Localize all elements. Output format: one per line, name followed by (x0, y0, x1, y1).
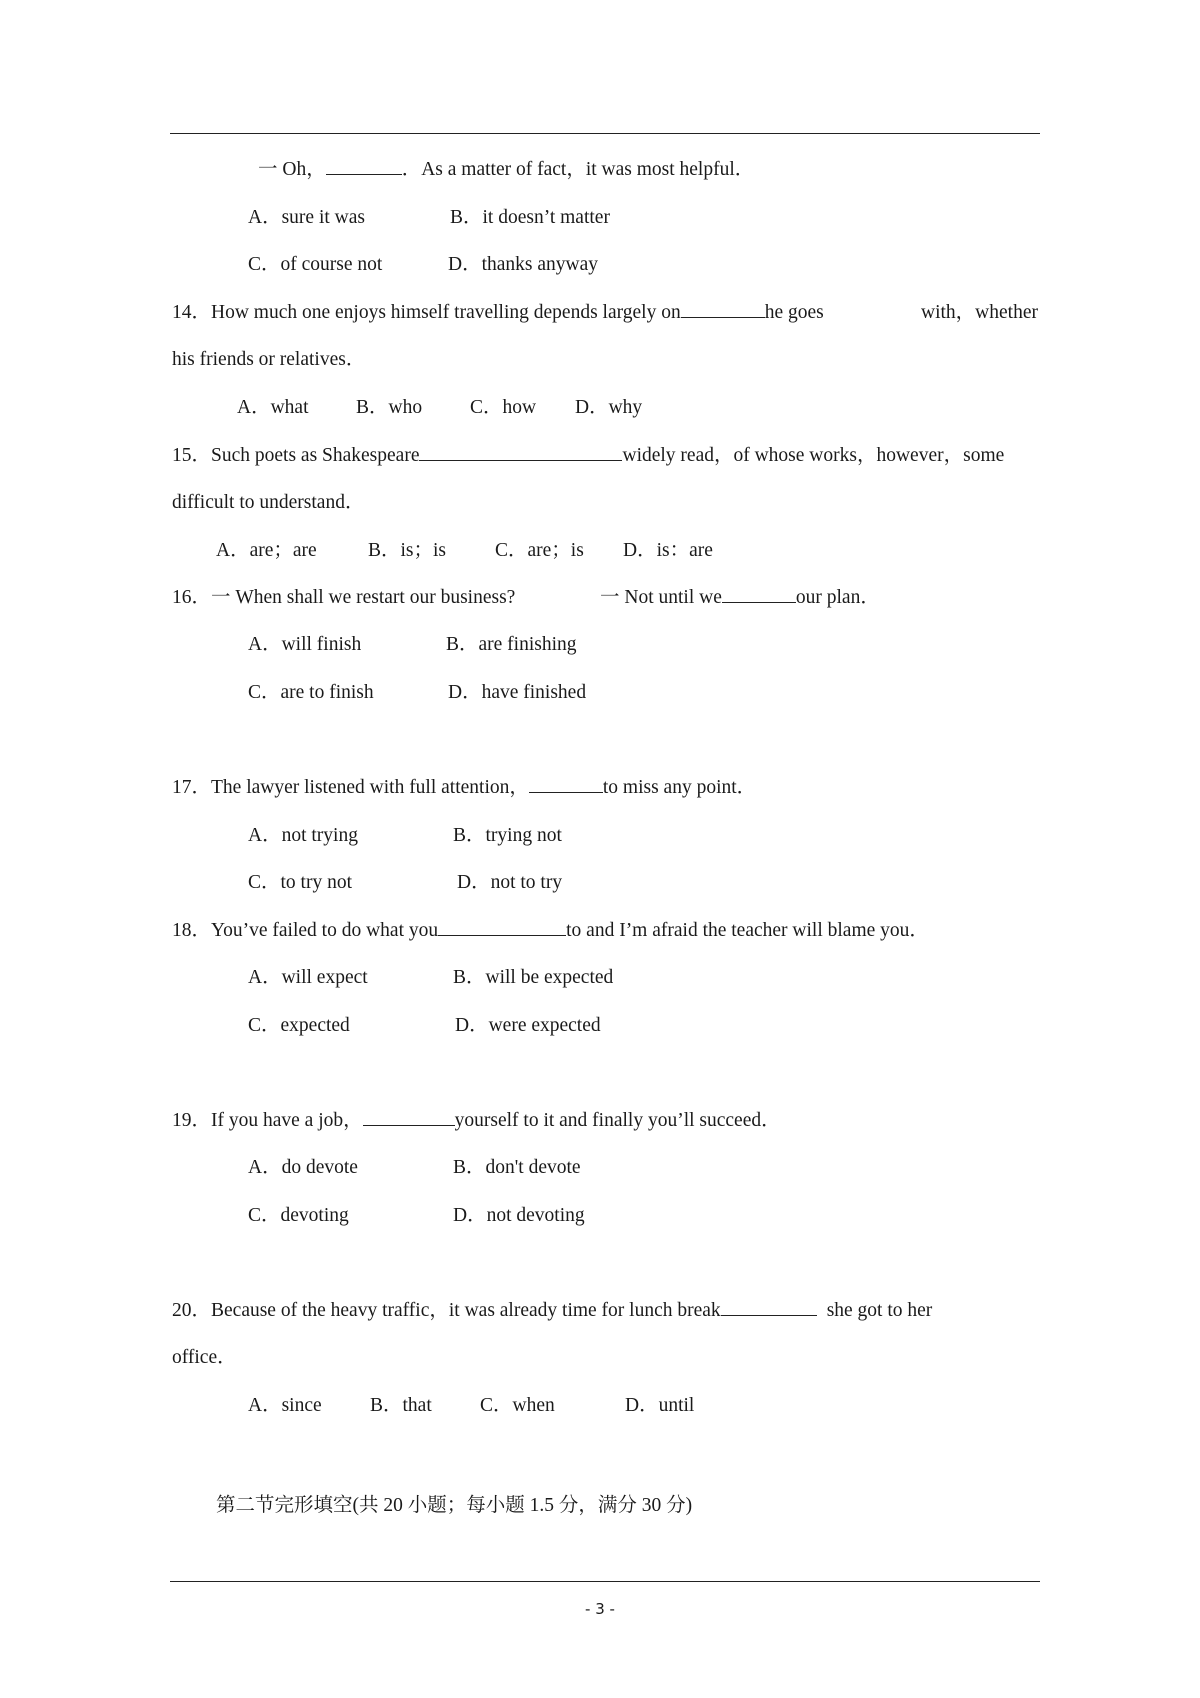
section2-title: 第二节完形填空(共 20 小题；每小题 1.5 分，满分 30 分) (216, 1495, 693, 1516)
q15-option-a: A．are；are (216, 540, 317, 561)
q17-option-a: A．not trying (248, 825, 358, 846)
q13-option-c: C．of course not (248, 254, 383, 275)
page-number: - 3 - (585, 1600, 615, 1618)
footer-rule (170, 1581, 1040, 1582)
q18-stem-b: to and I’m afraid the teacher will blame you． (566, 920, 929, 941)
q14-stem-b: he goes (764, 302, 824, 323)
q20-stem-a: 20．Because of the heavy traffic，it was already time for lunch break (172, 1300, 721, 1321)
q16-option-d: D．have finished (448, 682, 587, 703)
header-rule (170, 133, 1040, 134)
q20-stem-b: she got to her (826, 1300, 933, 1321)
q16-option-a: A．will finish (248, 634, 362, 655)
q14-option-b: B．who (356, 397, 423, 418)
q14-option-d: D．why (575, 397, 643, 418)
q13-option-a: A．sure it was (248, 207, 365, 228)
q18-blank (438, 919, 566, 936)
q13-stem-a: 一 Oh， (258, 159, 326, 180)
q20-option-b: B．that (370, 1395, 432, 1416)
q16-stem-c: our plan． (795, 587, 880, 608)
q13-option-b: B．it doesn’t matter (450, 207, 610, 228)
q18-stem-a: 18．You’ve failed to do what you (172, 920, 439, 941)
q16-option-b: B．are finishing (446, 634, 577, 655)
q17-option-d: D．not to try (457, 872, 563, 893)
q15-option-c: C．are；is (495, 540, 584, 561)
q16-stem-b: 一 Not until we (600, 587, 722, 608)
q14-stem (172, 301, 1038, 325)
q13-stem (258, 158, 754, 182)
q20-option-a: A．since (248, 1395, 322, 1416)
q14-option-a: A．what (237, 397, 309, 418)
q16-blank (722, 586, 796, 603)
q19-blank (363, 1109, 455, 1126)
q14-blank (681, 301, 765, 318)
q19-option-a: A．do devote (248, 1157, 358, 1178)
q19-option-c: C．devoting (248, 1205, 349, 1226)
q19-stem (172, 1109, 781, 1133)
q20-option-d: D．until (625, 1395, 695, 1416)
q17-stem-b: to miss any point． (602, 777, 757, 798)
q17-stem (172, 776, 756, 800)
q15-option-b: B．is；is (368, 540, 447, 561)
q14-option-c: C．how (470, 397, 537, 418)
q16-stem-a: 16．一 When shall we restart our business? (172, 587, 516, 608)
q15-stem-b: widely read，of whose works，however，some (622, 445, 1005, 466)
q18-option-a: A．will expect (248, 967, 368, 988)
q16-option-c: C．are to finish (248, 682, 374, 703)
q20-option-c: C．when (480, 1395, 555, 1416)
q15-stem (172, 444, 1004, 468)
q15-blank (419, 444, 622, 461)
q17-stem-a: 17．The lawyer listened with full attention， (172, 777, 529, 798)
q14-stem-c: with，whether (921, 302, 1038, 323)
q13-stem-b: ．As a matter of fact，it was most helpful． (401, 159, 755, 180)
q17-blank (529, 776, 603, 793)
q13-blank (326, 158, 402, 175)
q18-option-d: D．were expected (455, 1015, 601, 1036)
q18-option-c: C．expected (248, 1015, 350, 1036)
q13-option-d: D．thanks anyway (448, 254, 599, 275)
q19-option-d: D．not devoting (453, 1205, 585, 1226)
q20-stem (172, 1299, 932, 1323)
q15-stem-a: 15．Such poets as Shakespeare (172, 445, 420, 466)
q18-stem (172, 919, 929, 943)
q19-stem-a: 19．If you have a job， (172, 1110, 363, 1131)
q19-stem-b: yourself to it and finally you’ll succeed． (454, 1110, 781, 1131)
q15-option-d: D．is：are (623, 540, 713, 561)
q16-stem (172, 586, 515, 610)
q17-option-c: C．to try not (248, 872, 353, 893)
q14-stem-line2: his friends or relatives． (172, 349, 366, 370)
q20-stem-line2: office． (172, 1347, 237, 1368)
q16-stem-reply (600, 586, 880, 610)
q14-stem-a: 14．How much one enjoys himself travelling depends largely on (172, 302, 681, 323)
q17-option-b: B．trying not (453, 825, 562, 846)
q15-stem-line2: difficult to understand． (172, 492, 365, 513)
q18-option-b: B．will be expected (453, 967, 614, 988)
q20-blank (721, 1299, 817, 1316)
q19-option-b: B．don't devote (453, 1157, 581, 1178)
